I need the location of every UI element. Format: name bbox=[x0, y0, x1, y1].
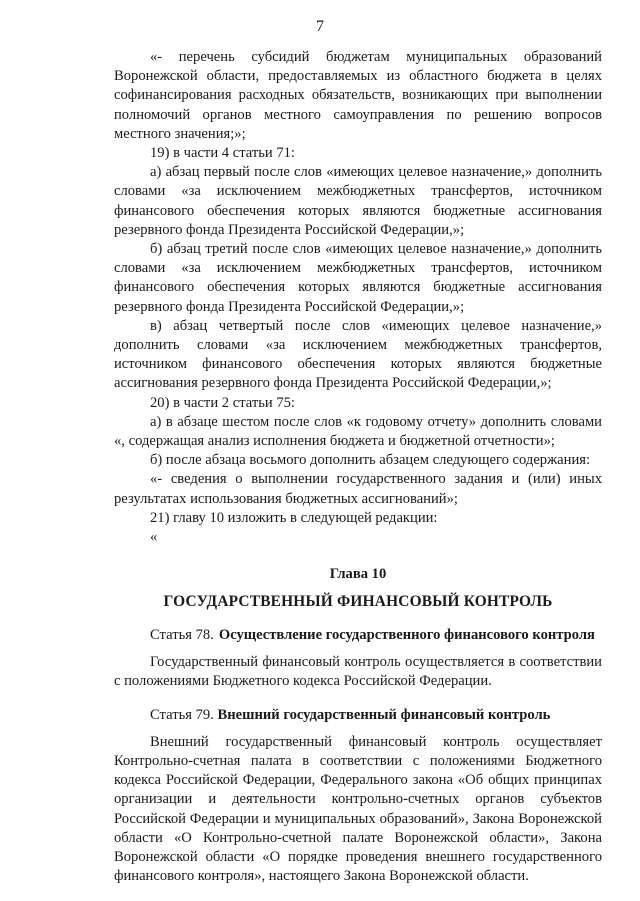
paragraph-new-abzac: «- сведения о выполнении государственного задания и (или) иных результатах использования бюджетных ассигнований»; bbox=[114, 471, 602, 507]
article-79-text: Внешний государственный финансовый контроль осуществляет Контрольно-счетная палата в соответствии с положениями Бюджетного кодекса Российской Федерации, Федерального закона «Об общих принципах организации и деятельности контрольно-счетных органов субъектов Российской Федерации и муниципальных образований», Закона Воронежской области «О Контрольно-счетной палате Воронежской области», Закона Воронежской области «О порядке проведения внешнего государственного финансового контроля», настоящего Закона Воронежской области. bbox=[114, 733, 602, 885]
page-number: 7 bbox=[316, 18, 324, 35]
paragraph-item-19v: в) абзац четвертый после слов «имеющих целевое назначение,» дополнить словами «за исключением межбюджетных трансфертов, источником финансового обеспечения которых являются бюджетные ассигнования резервного фонда Президента Российской Федерации,»; bbox=[114, 317, 602, 392]
paragraph-item-19: 19) в части 4 статьи 71: bbox=[150, 145, 295, 162]
chapter-number: Глава 10 bbox=[329, 566, 387, 583]
paragraph-item-20a: а) в абзаце шестом после слов «к годовому отчету» дополнить словами «, содержащая анализ исполнения бюджета и бюджетной отчетности»; bbox=[114, 413, 602, 450]
article-79-label: Статья 79. bbox=[150, 706, 214, 723]
paragraph-item-19b: б) абзац третий после слов «имеющих целевое назначение,» дополнить словами «за исключением межбюджетных трансфертов, источником финансового обеспечения которых являются бюджетные ассигнования резервного фонда Президента Российской Федерации,»; bbox=[114, 241, 602, 315]
paragraph-item-20: 20) в части 2 статьи 75: bbox=[150, 394, 295, 411]
opening-quote: « bbox=[150, 529, 158, 546]
article-78-title: Осуществление государственного финансового контроля bbox=[218, 627, 595, 644]
article-78-heading bbox=[114, 626, 602, 645]
article-79-title: Внешний государственный финансовый контроль bbox=[217, 706, 551, 723]
article-78-text: Государственный финансовый контроль осуществляется в соответствии с положениями Бюджетного кодекса Российской Федерации. bbox=[114, 654, 602, 690]
chapter-title: ГОСУДАРСТВЕННЫЙ ФИНАНСОВЫЙ КОНТРОЛЬ bbox=[163, 593, 553, 611]
paragraph-subsidies-list: «- перечень субсидий бюджетам муниципальных образований Воронежской области, предоставляемых из областного бюджета в целях софинансирования расходных обязательств, возникающих при выполнении полномочий органов местного самоуправления по решению вопросов местного значения;»; bbox=[114, 49, 602, 142]
document-body bbox=[114, 48, 602, 886]
article-79-heading bbox=[114, 706, 602, 725]
paragraph-item-21: 21) главу 10 изложить в следующей редакции: bbox=[150, 509, 438, 526]
paragraph-item-20b: б) после абзаца восьмого дополнить абзацем следующего содержания: bbox=[150, 452, 591, 469]
paragraph-item-19a: а) абзац первый после слов «имеющих целевое назначение,» дополнить словами «за исключением межбюджетных трансфертов, источником финансового обеспечения которых являются бюджетные ассигнования резервного фонда Президента Российской Федерации,»; bbox=[114, 164, 602, 238]
article-78-label: Статья 78. bbox=[150, 627, 214, 644]
